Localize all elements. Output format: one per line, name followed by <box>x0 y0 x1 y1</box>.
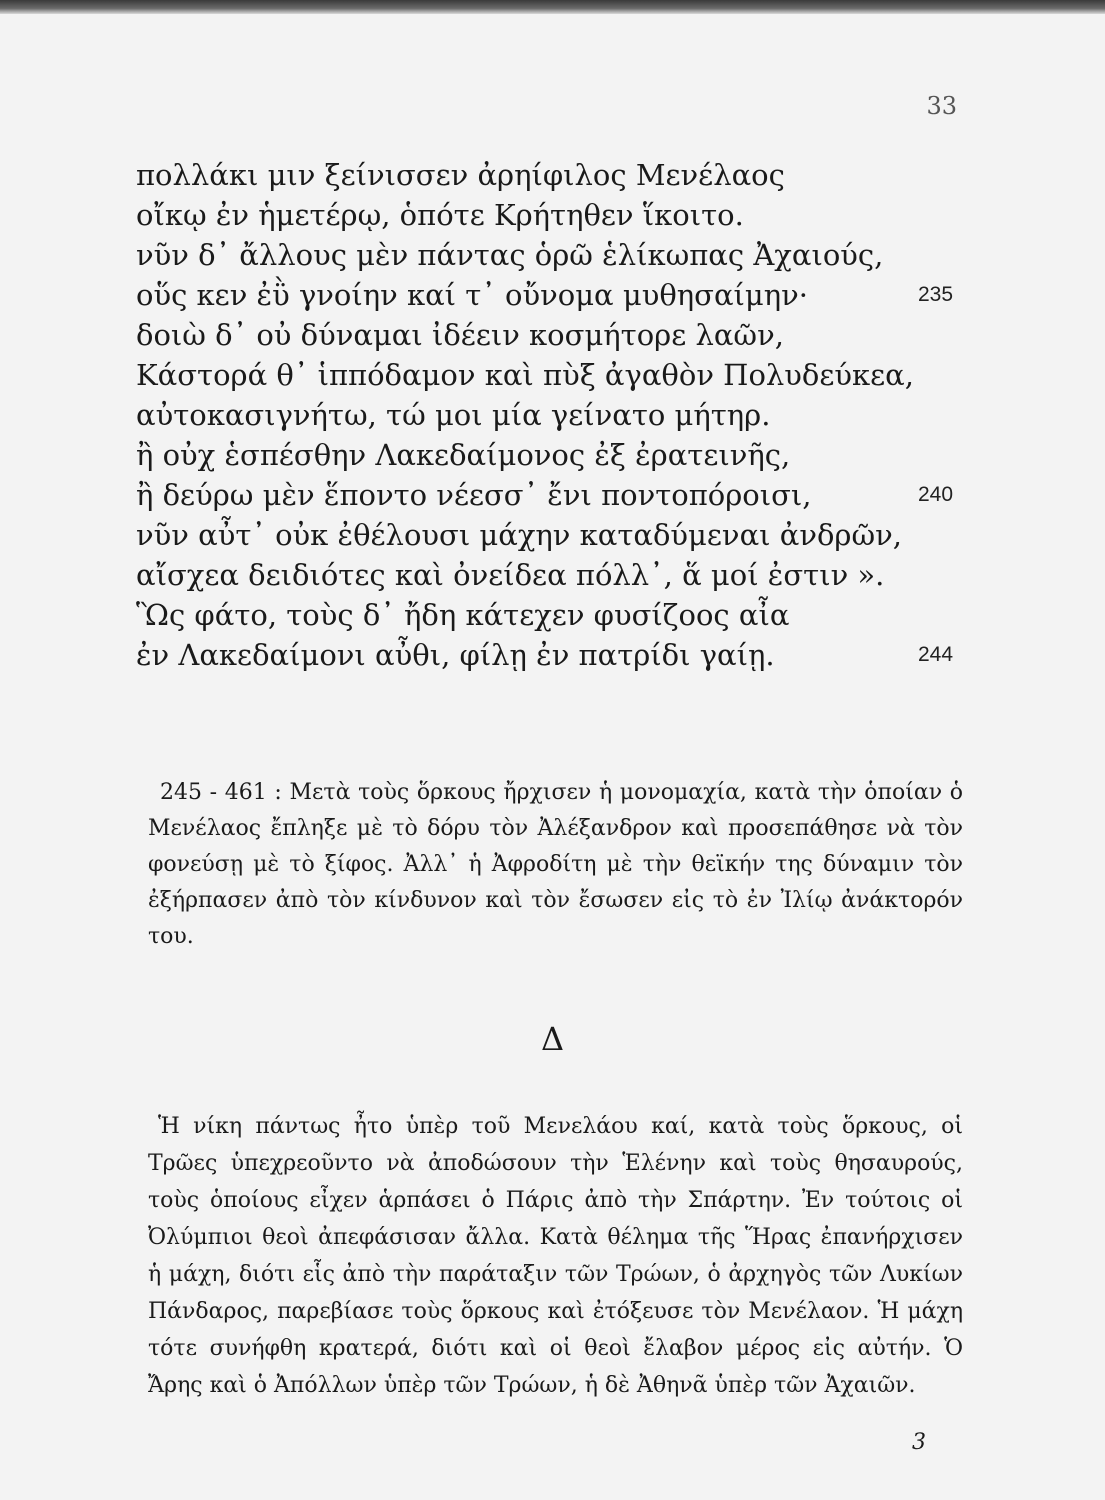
verse-line <box>136 355 966 395</box>
verse-text: ἐν Λακεδαίμονι αὖθι, φίλῃ ἐν πατρίδι γαίῃ. <box>136 638 775 672</box>
verse-block <box>136 155 966 675</box>
narrative-paragraph <box>148 1108 963 1404</box>
verse-text: νῦν δ᾽ ἄλλους μὲν πάντας ὁρῶ ἑλίκωπας Ἀχαιούς, <box>136 238 884 272</box>
summary-text: 245 - 461 : Μετὰ τοὺς ὅρκους ἤρχισεν ἡ μονομαχία, κατὰ τὴν ὁποίαν ὁ Μενέλαος ἔπληξε μὲ τὸ δόρυ τὸν Ἀλέξανδρον καὶ προσεπάθησε νὰ τὸν φονεύσῃ μὲ τὸ ξίφος. Ἀλλ᾽ ἡ Ἀφροδίτη μὲ τὴν θεϊκήν της δύναμιν τὸν ἐξήρπασεν ἀπὸ τὸν κίνδυνον καὶ τὸν ἔσωσεν εἰς τὸ ἐν Ἰλίῳ ἀνάκτορόν του. <box>148 780 963 949</box>
footer-signature-number: 3 <box>912 1430 926 1455</box>
verse-text: Κάστορά θ᾽ ἱππόδαμον καὶ πὺξ ἀγαθὸν Πολυδεύκεα, <box>136 358 914 392</box>
summary-paragraph <box>148 775 963 955</box>
verse-line <box>136 635 966 675</box>
line-number: 244 <box>918 643 954 666</box>
page-number: 33 <box>926 92 957 120</box>
narrative-text: Ἡ νίκη πάντως ἦτο ὑπὲρ τοῦ Μενελάου καί, κατὰ τοὺς ὅρκους, οἱ Τρῶες ὑπεχρεοῦντο νὰ ἀποδώσουν τὴν Ἑλένην καὶ τοὺς θησαυρούς, τοὺς ὁποίους εἶχεν ἁρπάσει ὁ Πάρις ἀπὸ τὴν Σπάρτην. Ἐν τούτοις οἱ Ὀλύμπιοι θεοὶ ἀπεφάσισαν ἄλλα. Κατὰ θέλημα τῆς Ἥρας ἐπανήρχισεν ἡ μάχη, διότι εἷς ἀπὸ τὴν παράταξιν τῶν Τρώων, ὁ ἀρχηγὸς τῶν Λυκίων Πάνδαρος, παρεβίασε τοὺς ὅρκους καὶ ἐτόξευσε τὸν Μενέλαον. Ἡ μάχη τότε συνήφθη κρατερά, διότι καὶ οἱ θεοὶ ἔλαβον μέρος εἰς αὐτήν. Ὁ Ἄρης καὶ ὁ Ἀπόλλων ὑπὲρ τῶν Τρώων, ἡ δὲ Ἀθηνᾶ ὑπὲρ τῶν Ἀχαιῶν. <box>148 1114 963 1398</box>
verse-text: νῦν αὖτ᾽ οὐκ ἐθέλουσι μάχην καταδύμεναι ἀνδρῶν, <box>136 518 902 552</box>
verse-line <box>136 595 966 635</box>
verse-text: δοιὼ δ᾽ οὐ δύναμαι ἰδέειν κοσμήτορε λαῶν, <box>136 318 784 352</box>
verse-line <box>136 475 966 515</box>
verse-line <box>136 555 966 595</box>
verse-line <box>136 435 966 475</box>
verse-line <box>136 195 966 235</box>
section-heading: Δ <box>540 1020 565 1058</box>
verse-text: ἢ οὐχ ἑσπέσθην Λακεδαίμονος ἐξ ἐρατεινῆς, <box>136 438 791 472</box>
verse-line <box>136 395 966 435</box>
verse-text: οὕς κεν ἐῢ γνοίην καί τ᾽ οὔνομα μυθησαίμην· <box>136 278 808 312</box>
verse-line <box>136 515 966 555</box>
verse-line <box>136 235 966 275</box>
verse-text: Ὣς φάτο, τοὺς δ᾽ ἤδη κάτεχεν φυσίζοος αἶα <box>136 598 790 632</box>
verse-text: ἢ δεύρω μὲν ἕποντο νέεσσ᾽ ἔνι ποντοπόροισι, <box>136 478 812 512</box>
verse-line <box>136 275 966 315</box>
scan-top-edge <box>0 0 1105 14</box>
verse-line <box>136 155 966 195</box>
verse-text: πολλάκι μιν ξείνισσεν ἀρηίφιλος Μενέλαος <box>136 158 785 192</box>
verse-line <box>136 315 966 355</box>
verse-text: οἴκῳ ἐν ἡμετέρῳ, ὁπότε Κρήτηθεν ἵκοιτο. <box>136 198 744 232</box>
line-number: 235 <box>918 283 954 306</box>
verse-text: αἴσχεα δειδιότες καὶ ὀνείδεα πόλλ᾽, ἅ μοί ἐστιν ». <box>136 558 885 592</box>
verse-text: αὐτοκασιγνήτω, τώ μοι μία γείνατο μήτηρ. <box>136 398 771 432</box>
line-number: 240 <box>918 483 954 506</box>
